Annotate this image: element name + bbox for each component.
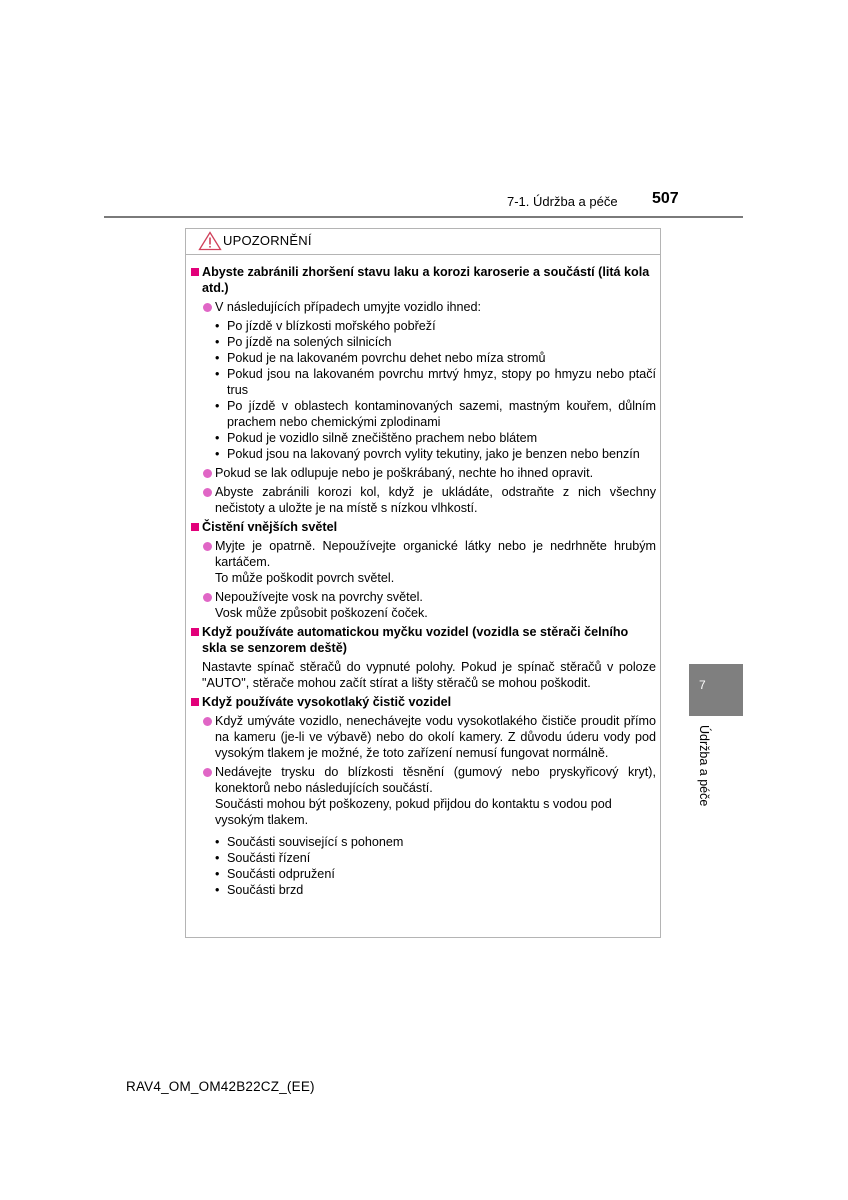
list-item: • Pokud jsou na lakovaný povrch vylity tekutiny, jako je benzen nebo benzín: [215, 447, 640, 461]
list-item: Nedávejte trysku do blízkosti těsnění (gumový nebo pryskyřicový kryt), konektorů nebo následujících součástí.: [186, 764, 660, 796]
list-item: Nepoužívejte vosk na povrchy světel.: [186, 589, 660, 605]
caution-title: UPOZORNĚNÍ: [223, 233, 312, 248]
circle-bullet-icon: [203, 303, 212, 312]
note-text: To může poškodit povrch světel.: [215, 571, 395, 585]
chapter-label: Údržba a péče: [697, 725, 711, 807]
circle-bullet-icon: [203, 717, 212, 726]
circle-bullet-icon: [203, 768, 212, 777]
section-heading: Čistění vnějších světel: [186, 519, 660, 535]
circle-bullet-icon: [203, 469, 212, 478]
chapter-tab: [689, 664, 743, 716]
list-item: Abyste zabránili korozi kol, když je ukládáte, odstraňte z nich všechny nečistoty a uložte je na místě s nízkou vlhkostí.: [186, 484, 660, 516]
document-code: RAV4_OM_OM42B22CZ_(EE): [126, 1079, 315, 1094]
square-bullet-icon: [191, 268, 199, 276]
section-heading: Abyste zabránili zhoršení stavu laku a korozi karoserie a součástí (litá kola atd.): [186, 264, 660, 296]
list-item: • Součásti související s pohonem: [215, 835, 404, 849]
note-text: Vosk může způsobit poškození čoček.: [215, 606, 428, 620]
list-item: Pokud se lak odlupuje nebo je poškrábaný, nechte ho ihned opravit.: [186, 465, 660, 481]
list-item: • Po jízdě v blízkosti mořského pobřeží: [215, 319, 436, 333]
circle-bullet-icon: [203, 488, 212, 497]
list-item: Když umýváte vozidlo, nenechávejte vodu vysokotlakého čističe proudit přímo na kameru (je-li ve výbavě) nebo do okolí kamery. Z důvodu úderu vody pod vysokým tlakem je možné, že toto zařízení nemusí fungovat normálně.: [186, 713, 660, 761]
chapter-number: 7: [699, 678, 706, 692]
caution-header: [186, 229, 660, 255]
list-item: • Součásti brzd: [215, 883, 304, 897]
warning-triangle-icon: [198, 231, 222, 251]
note-text: Součásti mohou být poškozeny, pokud přijdou do kontaktu s vodou pod vysokým tlakem.: [215, 797, 612, 827]
list-item: Myjte je opatrně. Nepoužívejte organické látky nebo je nedrhněte hrubým kartáčem.: [186, 538, 660, 570]
circle-bullet-icon: [203, 593, 212, 602]
section-heading: Když používáte automatickou myčku vozidel (vozidla se stěrači čelního skla se senzorem deště): [186, 624, 660, 656]
section-title: 7-1. Údržba a péče: [507, 194, 618, 209]
list-item: • Pokud jsou na lakovaném povrchu mrtvý hmyz, stopy po hmyzu nebo ptačí trus: [215, 367, 656, 397]
paragraph: Nastavte spínač stěračů do vypnuté polohy. Pokud je spínač stěračů v poloze "AUTO", stěrače mohou začít stírat a lišty stěračů se mohou poškodit.: [202, 660, 656, 690]
list-item: • Po jízdě v oblastech kontaminovaných sazemi, mastným kouřem, důlním prachem nebo chemickými zplodinami: [215, 399, 656, 429]
list-item: • Pokud je na lakovaném povrchu dehet nebo míza stromů: [215, 351, 546, 365]
list-item: • Součásti řízení: [215, 851, 311, 865]
list-item: • Po jízdě na solených silnicích: [215, 335, 392, 349]
caution-box: [185, 228, 661, 938]
section-heading: Když používáte vysokotlaký čistič vozidel: [186, 694, 660, 710]
header-divider: [104, 216, 743, 218]
square-bullet-icon: [191, 523, 199, 531]
circle-bullet-icon: [203, 542, 212, 551]
list-item: • Součásti odpružení: [215, 867, 335, 881]
square-bullet-icon: [191, 698, 199, 706]
list-item: V následujících případech umyjte vozidlo ihned:: [186, 299, 660, 315]
list-item: • Pokud je vozidlo silně znečištěno prachem nebo blátem: [215, 431, 538, 445]
square-bullet-icon: [191, 628, 199, 636]
caution-content: [186, 264, 660, 898]
page-number: 507: [652, 190, 679, 207]
